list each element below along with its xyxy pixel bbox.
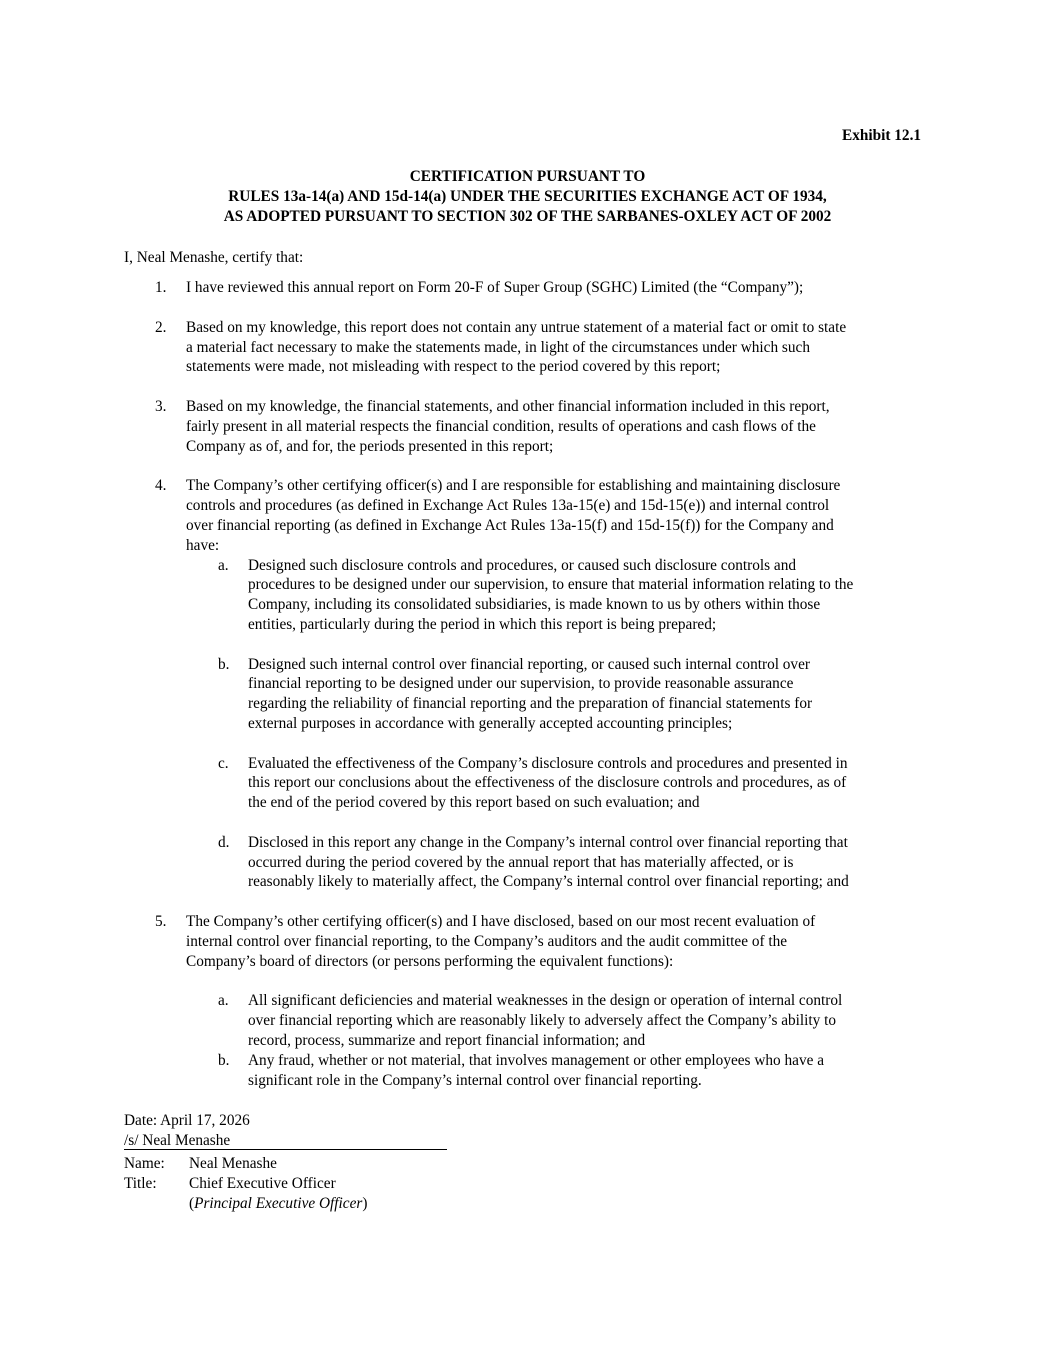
item-4a-letter: a. [218, 557, 229, 574]
item-4b-line: external purposes in accordance with generally accepted accounting principles; [248, 715, 733, 732]
item-5b-letter: b. [218, 1052, 230, 1069]
item-5a-line: All significant deficiencies and material weaknesses in the design or operation of internal control [248, 992, 843, 1009]
signer-title-secondary [189, 1194, 367, 1214]
signature-date: Date: April 17, 2026 [124, 1112, 250, 1129]
item-5a-letter: a. [218, 992, 229, 1009]
item-2-line: statements were made, not misleading with respect to the period covered by this report; [186, 358, 721, 375]
item-5-line: The Company’s other certifying officer(s) and I have disclosed, based on our most recent evaluation of [186, 913, 816, 930]
item-4a-line: Company, including its consolidated subsidiaries, is made known to us by others within those [248, 596, 821, 613]
item-5a-line: over financial reporting which are reasonably likely to adversely affect the Company’s ability to [248, 1012, 837, 1029]
item-4a-line: procedures to be designed under our supervision, to ensure that material information relating to the [248, 576, 854, 593]
item-2-line: Based on my knowledge, this report does not contain any untrue statement of a material fact or omit to state [186, 319, 847, 336]
item-4d-line: reasonably likely to materially affect, the Company’s internal control over financial reporting; and [248, 873, 849, 890]
intro-text: I, Neal Menashe, certify that: [124, 249, 304, 266]
item-4d-line: occurred during the period covered by the annual report that has materially affected, or is [248, 854, 794, 871]
item-4c-letter: c. [218, 755, 229, 772]
signer-name: Neal Menashe [189, 1155, 277, 1172]
item-4b-line: regarding the reliability of financial reporting and the preparation of financial statements for [248, 695, 813, 712]
item-4-line: controls and procedures (as defined in Exchange Act Rules 13a-15(e) and 15d-15(e)) and internal control [186, 497, 830, 514]
item-5-line: Company’s board of directors (or persons performing the equivalent functions): [186, 953, 674, 970]
item-1-line: I have reviewed this annual report on Form 20-F of Super Group (SGHC) Limited (the “Company”); [186, 279, 804, 296]
item-4c-line: this report our conclusions about the effectiveness of the disclosure controls and procedures, as of [248, 774, 847, 791]
paren-open: ( [189, 1195, 195, 1212]
item-4-number: 4. [155, 477, 167, 494]
item-4-line: have: [186, 537, 220, 554]
item-4a-line: entities, particularly during the period in which this report is being prepared; [248, 616, 717, 633]
item-4c-line: Evaluated the effectiveness of the Company’s disclosure controls and procedures and presented in [248, 755, 848, 772]
item-1-number: 1. [155, 279, 167, 296]
item-4b-letter: b. [218, 656, 230, 673]
title-label: Title: [124, 1175, 157, 1192]
paren-close: ) [362, 1195, 368, 1212]
heading-line-2: RULES 13a-14(a) AND 15d-14(a) UNDER THE SECURITIES EXCHANGE ACT OF 1934, [228, 188, 827, 205]
item-4-line: The Company’s other certifying officer(s) and I are responsible for establishing and maintaining disclosure [186, 477, 841, 494]
item-4b-line: financial reporting to be designed under our supervision, to provide reasonable assurance [248, 675, 794, 692]
item-4d-line: Disclosed in this report any change in the Company’s internal control over financial reporting that [248, 834, 848, 851]
signature-line [124, 1149, 447, 1150]
signer-title: Chief Executive Officer [189, 1175, 336, 1192]
exhibit-label: Exhibit 12.1 [842, 127, 922, 144]
item-4b-line: Designed such internal control over financial reporting, or caused such internal control over [248, 656, 810, 673]
item-2-number: 2. [155, 319, 167, 336]
item-5b-line: Any fraud, whether or not material, that involves management or other employees who have a [248, 1052, 824, 1069]
principal-executive-officer: Principal Executive Officer [194, 1195, 363, 1212]
signature-conformed: /s/ Neal Menashe [124, 1132, 231, 1149]
item-4c-line: the end of the period covered by this report based on such evaluation; and [248, 794, 700, 811]
item-4a-line: Designed such disclosure controls and procedures, or caused such disclosure controls and [248, 557, 796, 574]
item-5-number: 5. [155, 913, 167, 930]
item-2-line: a material fact necessary to make the statements made, in light of the circumstances under which such [186, 339, 810, 356]
heading-line-1: CERTIFICATION PURSUANT TO [409, 168, 646, 185]
item-5b-line: significant role in the Company’s internal control over financial reporting. [248, 1072, 702, 1089]
heading-line-3: AS ADOPTED PURSUANT TO SECTION 302 OF THE SARBANES-OXLEY ACT OF 2002 [223, 208, 832, 225]
name-label: Name: [124, 1155, 165, 1172]
item-3-line: fairly present in all material respects the financial condition, results of operations and cash flows of the [186, 418, 816, 435]
item-5a-line: record, process, summarize and report financial information; and [248, 1032, 646, 1049]
item-3-line: Company as of, and for, the periods presented in this report; [186, 438, 554, 455]
item-4-line: over financial reporting (as defined in Exchange Act Rules 13a-15(f) and 15d-15(f)) for the Company and [186, 517, 834, 534]
item-5-line: internal control over financial reporting, to the Company’s auditors and the audit committee of the [186, 933, 788, 950]
item-3-line: Based on my knowledge, the financial statements, and other financial information included in this report, [186, 398, 830, 415]
item-4d-letter: d. [218, 834, 230, 851]
item-3-number: 3. [155, 398, 167, 415]
